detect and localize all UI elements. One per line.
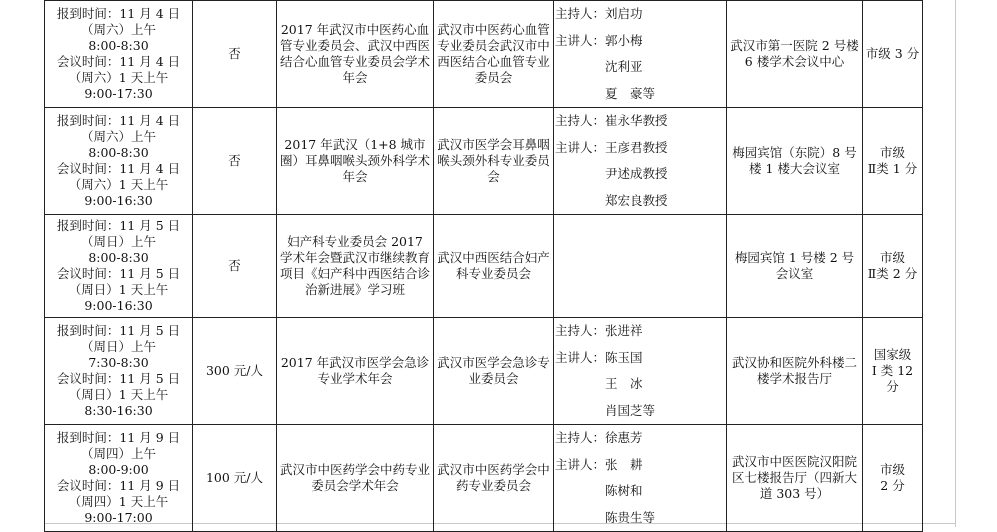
conference-name-cell: 2017 年武汉市医学会急诊专业学术年会 [277,318,434,425]
schedule-table-body [45,1,923,532]
conference-name-cell: 2017 年武汉（1+8 城市圈）耳鼻咽喉头颈外科学术年会 [277,108,434,215]
speakers-cell [554,215,727,318]
fee-cell: 否 [193,1,277,108]
speakers-cell [554,425,727,532]
credit-cell: 市级 Ⅱ类 1 分 [863,108,923,215]
time-cell: 报到时间：11 月 5 日 （周日）上午 7:30-8:30 会议时间：11 月 5 日 （周日）1 天上午 8:30-16:30 [45,318,193,425]
conference-schedule-table [44,0,923,532]
conference-name-cell: 2017 年武汉市中医药心血管专业委员会、武汉中西医结合心血管专业委员会学术年会 [277,1,434,108]
time-cell: 报到时间：11 月 4 日 （周六）上午 8:00-8:30 会议时间：11 月 4 日 （周六）1 天上午 9:00-16:30 [45,108,193,215]
speaker-line: 主讲人：张 耕 [555,456,643,472]
credit-cell: 市级 Ⅱ类 2 分 [863,215,923,318]
organizer-cell: 武汉市医学会耳鼻咽喉头颈外科专业委员会 [434,108,554,215]
venue-cell: 武汉市第一医院 2 号楼 6 楼学术会议中心 [727,1,863,108]
table-row [45,318,923,425]
table-row [45,425,923,532]
page-margin-rule [955,0,956,527]
host-line: 主持人：张进祥 [555,323,643,338]
host-line: 主持人：刘启功 [555,6,643,21]
organizer-cell: 武汉市医学会急诊专业委员会 [434,318,554,425]
speaker-line: 夏 豪等 [555,85,656,101]
time-cell: 报到时间：11 月 9 日 （周四）上午 8:00-9:00 会议时间：11 月 9 日 （周四）1 天上午 9:00-17:00 [45,425,193,532]
speaker-line: 沈利亚 [555,59,643,74]
conference-name-cell: 妇产科专业委员会 2017 学术年会暨武汉市继续教育项目《妇产科中西医结合诊治新进展》学习班 [277,215,434,318]
fee-cell: 否 [193,215,277,318]
table-row [45,1,923,108]
organizer-cell: 武汉中西医结合妇产科专业委员会 [434,215,554,318]
table-row [45,108,923,215]
venue-cell: 梅园宾馆（东院）8 号楼 1 楼大会议室 [727,108,863,215]
credit-cell: 市级 2 分 [863,425,923,532]
conference-name-cell: 武汉市中医药学会中药专业委员会学术年会 [277,425,434,532]
speaker-line: 王 冰 [555,376,643,391]
credit-cell: 市级 3 分 [863,1,923,108]
speaker-line: 郑宏良教授 [555,192,668,208]
fee-cell: 100 元/人 [193,425,277,532]
speaker-line: 尹述成教授 [555,166,668,181]
fee-cell: 否 [193,108,277,215]
speaker-line: 肖国芝等 [555,402,656,418]
venue-cell: 武汉协和医院外科楼二楼学术报告厅 [727,318,863,425]
speakers-cell [554,108,727,215]
speaker-line: 陈树和 [555,483,643,498]
speaker-line: 主讲人：王彦君教授 [555,139,668,155]
speaker-line: 陈贵生等 [555,509,656,525]
speaker-line: 主讲人：郭小梅 [555,32,643,48]
credit-cell: 国家级 I 类 12 分 [863,318,923,425]
speakers-cell [554,1,727,108]
organizer-cell: 武汉市中医药心血管专业委员会武汉市中西医结合心血管专业委员会 [434,1,554,108]
table-row [45,215,923,318]
time-cell: 报到时间：11 月 5 日 （周日）上午 8:00-8:30 会议时间：11 月 5 日 （周日）1 天上午 9:00-16:30 [45,215,193,318]
venue-cell: 梅园宾馆 1 号楼 2 号会议室 [727,215,863,318]
time-cell: 报到时间：11 月 4 日 （周六）上午 8:00-8:30 会议时间：11 月 4 日 （周六）1 天上午 9:00-17:30 [45,1,193,108]
speaker-line: 主讲人：陈玉国 [555,349,643,365]
host-line: 主持人：徐惠芳 [555,430,643,445]
host-line: 主持人：崔永华教授 [555,113,668,128]
organizer-cell: 武汉市中医药学会中药专业委员会 [434,425,554,532]
fee-cell: 300 元/人 [193,318,277,425]
venue-cell: 武汉市中医医院汉阳院区七楼报告厅（四新大道 303 号） [727,425,863,532]
speakers-cell [554,318,727,425]
